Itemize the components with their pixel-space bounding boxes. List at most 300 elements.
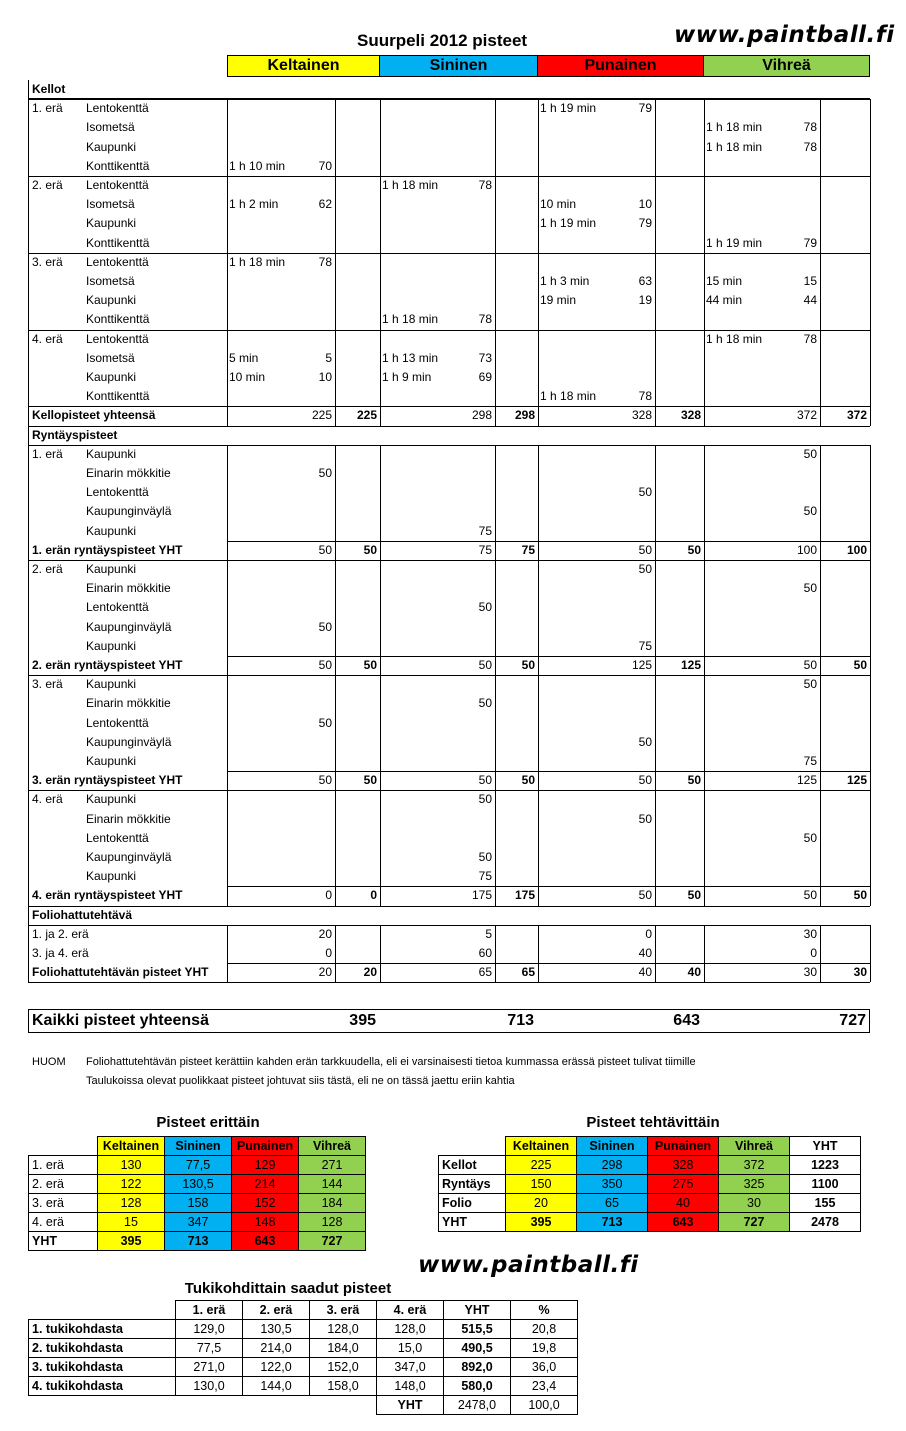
subtotal-total: 50 bbox=[363, 542, 377, 557]
table-cell: 77,5 bbox=[176, 1339, 243, 1358]
note-line-1: Foliohattutehtävän pisteet kerättiin kahden erän tarkkuudella, eli ei varsinaisesti tietoa kummassa erässä pisteet tulivat tiimille bbox=[86, 1056, 696, 1068]
points-value bbox=[704, 694, 817, 713]
time-value: 1 h 18 min bbox=[706, 331, 763, 346]
subtotal-value: 100 bbox=[796, 542, 817, 557]
points-value bbox=[227, 867, 332, 886]
points-value bbox=[227, 176, 332, 195]
grid-line bbox=[380, 925, 381, 983]
grid-line bbox=[227, 445, 228, 906]
table-cell: 130,5 bbox=[243, 1320, 310, 1339]
by-round-table bbox=[28, 1136, 366, 1251]
table-cell: 214,0 bbox=[243, 1339, 310, 1358]
points-value: 50 bbox=[478, 600, 492, 615]
table-row bbox=[29, 1175, 366, 1194]
subtotal-label: 1. erän ryntäyspisteet YHT bbox=[32, 542, 183, 557]
points-value bbox=[538, 157, 652, 176]
points-value: 70 bbox=[318, 158, 332, 173]
points-value bbox=[704, 733, 817, 752]
points-value bbox=[538, 445, 652, 464]
points-value bbox=[704, 848, 817, 867]
subtotal-value: 50 bbox=[318, 773, 332, 788]
points-value: 0 bbox=[810, 946, 817, 960]
time-value: 44 min bbox=[706, 293, 743, 308]
table-cell: 130,5 bbox=[165, 1175, 232, 1194]
time-value: 1 h 9 min bbox=[382, 370, 432, 384]
points-value bbox=[227, 272, 332, 291]
table-cell: 152 bbox=[232, 1194, 299, 1213]
table-row bbox=[439, 1156, 861, 1175]
points-value: 50 bbox=[318, 619, 332, 634]
empty-cell bbox=[310, 1396, 377, 1415]
location-label: Lentokenttä bbox=[86, 178, 149, 192]
points-value bbox=[227, 118, 332, 137]
subtotal-total: 50 bbox=[687, 888, 701, 903]
points-value: 50 bbox=[638, 811, 652, 826]
subtotal-total: 50 bbox=[521, 773, 535, 788]
page-title: Suurpeli 2012 pisteet bbox=[357, 31, 528, 50]
grid-line bbox=[704, 99, 705, 425]
points-value: 50 bbox=[318, 715, 332, 730]
grid-line bbox=[335, 445, 336, 906]
points-value: 0 bbox=[325, 946, 332, 960]
points-value: 5 bbox=[485, 926, 492, 941]
points-value: 50 bbox=[803, 446, 817, 461]
subtotal-value: 0 bbox=[325, 888, 332, 903]
round-label: 2. erä bbox=[32, 178, 63, 192]
points-value: 10 bbox=[318, 370, 332, 384]
points-value: 50 bbox=[478, 792, 492, 807]
time-value: 1 h 18 min bbox=[540, 389, 597, 404]
points-value bbox=[704, 464, 817, 483]
points-value bbox=[227, 579, 332, 598]
grid-line bbox=[28, 982, 870, 983]
subtotal-value: 75 bbox=[478, 542, 492, 557]
time-value: 5 min bbox=[229, 350, 259, 365]
points-value: 50 bbox=[803, 581, 817, 596]
grid-line bbox=[335, 99, 336, 425]
points-value bbox=[538, 349, 652, 368]
points-value bbox=[227, 445, 332, 464]
table-cell: 1223 bbox=[790, 1156, 861, 1175]
subtotal-total: 50 bbox=[687, 542, 701, 557]
points-value bbox=[380, 637, 492, 656]
subtotal-label: 3. erän ryntäyspisteet YHT bbox=[32, 773, 183, 788]
table-cell: 347 bbox=[165, 1213, 232, 1232]
subtotal-total: 50 bbox=[687, 773, 701, 788]
grid-line bbox=[380, 99, 381, 425]
points-value bbox=[538, 867, 652, 886]
points-value bbox=[380, 560, 492, 579]
grand-total-value: 713 bbox=[507, 1012, 534, 1029]
location-label: Lentokenttä bbox=[86, 101, 149, 116]
subtotal-total: 50 bbox=[853, 888, 867, 903]
location-label: Lentokenttä bbox=[86, 600, 149, 615]
location-label: Kaupunki bbox=[86, 638, 137, 653]
column-header: % bbox=[511, 1301, 578, 1320]
subtotal-total: 125 bbox=[846, 773, 867, 788]
points-value bbox=[538, 368, 652, 387]
points-value: 79 bbox=[638, 101, 652, 116]
points-value bbox=[704, 157, 817, 176]
points-value bbox=[380, 464, 492, 483]
table-cell: 19,8 bbox=[511, 1339, 578, 1358]
time-value: 1 h 18 min bbox=[382, 178, 439, 192]
points-value bbox=[380, 733, 492, 752]
table-cell: 275 bbox=[648, 1175, 719, 1194]
location-label: Kaupunki bbox=[86, 293, 137, 308]
table-cell: 128 bbox=[299, 1213, 366, 1232]
table-cell: 2. tukikohdasta bbox=[29, 1339, 176, 1358]
points-value bbox=[704, 618, 817, 637]
round-label: 3. erä bbox=[32, 254, 63, 269]
location-label: Kaupunginväylä bbox=[86, 850, 172, 864]
column-header: 4. erä bbox=[377, 1301, 444, 1320]
subtotal-total: 175 bbox=[514, 888, 535, 903]
location-label: Kaupunki bbox=[86, 139, 137, 154]
table-cell: 727 bbox=[299, 1232, 366, 1251]
table-cell: 128,0 bbox=[377, 1320, 444, 1339]
section-label: Ryntäyspisteet bbox=[32, 427, 118, 442]
points-value bbox=[227, 829, 332, 848]
points-value bbox=[704, 310, 817, 329]
table-cell: 36,0 bbox=[511, 1358, 578, 1377]
table-cell: 148 bbox=[232, 1213, 299, 1232]
points-value bbox=[704, 253, 817, 272]
table-cell: 155 bbox=[790, 1194, 861, 1213]
by-base-table bbox=[28, 1300, 578, 1415]
table-cell: 2478 bbox=[790, 1213, 861, 1232]
points-value: 50 bbox=[803, 830, 817, 845]
table-cell: 144,0 bbox=[243, 1377, 310, 1396]
table-row bbox=[29, 1156, 366, 1175]
table-cell: Folio bbox=[439, 1194, 506, 1213]
table-cell: 40 bbox=[648, 1194, 719, 1213]
points-value bbox=[380, 195, 492, 214]
points-value bbox=[704, 598, 817, 617]
points-value bbox=[227, 790, 332, 809]
location-label: Kaupunki bbox=[86, 446, 137, 461]
table-cell: 2. erä bbox=[29, 1175, 98, 1194]
time-value: 1 h 18 min bbox=[382, 312, 439, 327]
points-value bbox=[538, 176, 652, 195]
brand-logo-bottom: www.paintball.fi bbox=[418, 1252, 639, 1278]
points-value bbox=[380, 483, 492, 502]
points-value: 50 bbox=[318, 466, 332, 480]
points-value bbox=[538, 598, 652, 617]
points-value: 78 bbox=[478, 312, 492, 327]
points-value bbox=[538, 579, 652, 598]
points-value bbox=[227, 502, 332, 521]
points-value: 40 bbox=[638, 946, 652, 960]
points-value bbox=[704, 867, 817, 886]
location-label: Lentokenttä bbox=[86, 715, 149, 730]
section-total-value: 298 bbox=[471, 408, 492, 423]
section-total-value: 225 bbox=[311, 408, 332, 423]
subtotal-value: 30 bbox=[803, 965, 817, 980]
table-cell: 158 bbox=[165, 1194, 232, 1213]
points-value: 30 bbox=[803, 926, 817, 941]
points-value bbox=[704, 790, 817, 809]
points-value: 50 bbox=[803, 504, 817, 519]
points-value bbox=[538, 752, 652, 771]
section-total-label: Kellopisteet yhteensä bbox=[32, 408, 156, 423]
points-value: 50 bbox=[478, 696, 492, 711]
points-value bbox=[380, 272, 492, 291]
table-cell: 350 bbox=[577, 1175, 648, 1194]
points-value bbox=[380, 234, 492, 253]
grid-line bbox=[28, 80, 29, 426]
table-cell: YHT bbox=[29, 1232, 98, 1251]
table-cell: 130 bbox=[98, 1156, 165, 1175]
table-cell: 20 bbox=[506, 1194, 577, 1213]
location-label: Kaupunki bbox=[86, 869, 137, 884]
section-total-sum: 225 bbox=[356, 408, 377, 423]
points-value bbox=[227, 598, 332, 617]
table-cell: 77,5 bbox=[165, 1156, 232, 1175]
points-value: 78 bbox=[638, 389, 652, 404]
team-header-blue: Sininen bbox=[379, 55, 538, 77]
location-label: Isometsä bbox=[86, 274, 135, 288]
location-label: Einarin mökkitie bbox=[86, 581, 171, 596]
points-value bbox=[380, 330, 492, 349]
points-value bbox=[380, 502, 492, 521]
table-cell: 4. tukikohdasta bbox=[29, 1377, 176, 1396]
grid-line bbox=[820, 925, 821, 983]
points-value bbox=[538, 502, 652, 521]
grid-line bbox=[335, 925, 336, 983]
grid-line bbox=[538, 99, 539, 425]
grid-line bbox=[538, 925, 539, 983]
points-value: 78 bbox=[803, 139, 817, 154]
time-value: 1 h 19 min bbox=[706, 235, 763, 250]
points-value bbox=[380, 752, 492, 771]
table-cell: 580,0 bbox=[444, 1377, 511, 1396]
grid-line bbox=[227, 925, 228, 983]
table-cell: 20,8 bbox=[511, 1320, 578, 1339]
points-value bbox=[227, 675, 332, 694]
table-cell: 395 bbox=[98, 1232, 165, 1251]
team-header-red: Punainen bbox=[537, 55, 704, 77]
round-label: 1. ja 2. erä bbox=[32, 926, 89, 941]
subtotal-value: 50 bbox=[318, 658, 332, 672]
subtotal-total: 30 bbox=[853, 965, 867, 980]
points-value: 73 bbox=[478, 350, 492, 365]
table-cell: 130,0 bbox=[176, 1377, 243, 1396]
points-value bbox=[227, 99, 332, 118]
points-value: 79 bbox=[803, 235, 817, 250]
subtotal-total: 65 bbox=[521, 965, 535, 980]
points-value: 44 bbox=[803, 293, 817, 308]
points-value: 75 bbox=[638, 638, 652, 653]
points-value: 78 bbox=[478, 178, 492, 192]
column-header: Keltainen bbox=[98, 1137, 165, 1156]
points-value bbox=[704, 560, 817, 579]
points-value bbox=[704, 349, 817, 368]
subtotal-total: 50 bbox=[363, 658, 377, 672]
points-value bbox=[380, 579, 492, 598]
points-value bbox=[538, 675, 652, 694]
location-label: Lentokenttä bbox=[86, 254, 149, 269]
empty-cell bbox=[243, 1396, 310, 1415]
time-value: 1 h 10 min bbox=[229, 158, 286, 173]
location-label: Kaupunki bbox=[86, 216, 137, 231]
location-label: Kaupunki bbox=[86, 370, 137, 384]
grid-line bbox=[870, 445, 871, 906]
points-value: 69 bbox=[478, 370, 492, 384]
subtotal-label: 2. erän ryntäyspisteet YHT bbox=[32, 658, 183, 672]
points-value bbox=[227, 752, 332, 771]
points-value bbox=[704, 637, 817, 656]
subtotal-total: 50 bbox=[363, 773, 377, 788]
time-value: 1 h 18 min bbox=[706, 139, 763, 154]
points-value bbox=[538, 234, 652, 253]
subtotal-value: 50 bbox=[803, 888, 817, 903]
grid-line bbox=[655, 99, 656, 425]
time-value: 15 min bbox=[706, 274, 743, 288]
points-value: 63 bbox=[638, 274, 652, 288]
brand-logo-top: www.paintball.fi bbox=[674, 22, 895, 48]
points-value bbox=[380, 810, 492, 829]
location-label: Lentokenttä bbox=[86, 830, 149, 845]
grid-line bbox=[495, 925, 496, 983]
location-label: Kaupunki bbox=[86, 677, 137, 692]
grid-line bbox=[655, 925, 656, 983]
location-label: Konttikenttä bbox=[86, 389, 150, 404]
location-label: Kaupunki bbox=[86, 562, 137, 576]
grid-line bbox=[28, 426, 29, 906]
time-value: 10 min bbox=[229, 370, 266, 384]
points-value: 19 bbox=[638, 293, 652, 308]
time-value: 1 h 3 min bbox=[540, 274, 590, 288]
points-value bbox=[227, 234, 332, 253]
grid-line bbox=[870, 99, 871, 425]
points-value bbox=[380, 618, 492, 637]
table-row bbox=[439, 1194, 861, 1213]
table-cell: 347,0 bbox=[377, 1358, 444, 1377]
round-label: 4. erä bbox=[32, 792, 63, 807]
round-label: 3. ja 4. erä bbox=[32, 946, 89, 960]
grid-line bbox=[704, 445, 705, 906]
grid-line bbox=[28, 98, 870, 99]
table-cell: 129 bbox=[232, 1156, 299, 1175]
table-cell: 152,0 bbox=[310, 1358, 377, 1377]
subtotal-total: 125 bbox=[680, 658, 701, 672]
points-value: 20 bbox=[318, 926, 332, 941]
table-cell: 271,0 bbox=[176, 1358, 243, 1377]
note-line-2: Taulukoissa olevat puolikkaat pisteet johtuvat siis tästä, eli ne on tässä jaettu eriin kahtia bbox=[86, 1075, 515, 1087]
grand-total-value: 643 bbox=[673, 1012, 700, 1029]
points-value bbox=[380, 714, 492, 733]
table-cell: 713 bbox=[577, 1213, 648, 1232]
points-value bbox=[538, 694, 652, 713]
table-row bbox=[29, 1320, 578, 1339]
points-value bbox=[227, 291, 332, 310]
column-header bbox=[439, 1137, 506, 1156]
points-value: 50 bbox=[638, 734, 652, 749]
points-value: 78 bbox=[318, 254, 332, 269]
time-value: 10 min bbox=[540, 197, 577, 212]
table-cell: 395 bbox=[506, 1213, 577, 1232]
points-value bbox=[380, 118, 492, 137]
points-value: 79 bbox=[638, 216, 652, 231]
points-value: 50 bbox=[478, 850, 492, 864]
table-cell: Ryntäys bbox=[439, 1175, 506, 1194]
grand-total-value: 727 bbox=[839, 1012, 866, 1029]
grid-line bbox=[227, 99, 228, 425]
location-label: Konttikenttä bbox=[86, 158, 150, 173]
subtotal-total: 75 bbox=[521, 542, 535, 557]
grid-line bbox=[495, 445, 496, 906]
table-row bbox=[439, 1175, 861, 1194]
section-label: Kellot bbox=[32, 82, 66, 96]
points-value bbox=[704, 522, 817, 541]
points-value bbox=[704, 195, 817, 214]
location-label: Kaupunginväylä bbox=[86, 504, 172, 519]
points-value: 15 bbox=[803, 274, 817, 288]
table-row bbox=[29, 1339, 578, 1358]
points-value: 50 bbox=[803, 677, 817, 692]
column-header: 2. erä bbox=[243, 1301, 310, 1320]
total-cell: 100,0 bbox=[511, 1396, 578, 1415]
round-label: 4. erä bbox=[32, 331, 63, 346]
table-cell: 298 bbox=[577, 1156, 648, 1175]
by-round-title: Pisteet erittäin bbox=[156, 1114, 260, 1131]
section-total-sum: 372 bbox=[846, 408, 867, 423]
location-label: Kaupunginväylä bbox=[86, 619, 172, 634]
points-value bbox=[380, 445, 492, 464]
points-value bbox=[227, 733, 332, 752]
points-value bbox=[538, 310, 652, 329]
table-cell: 515,5 bbox=[444, 1320, 511, 1339]
points-value bbox=[227, 138, 332, 157]
points-value: 50 bbox=[638, 485, 652, 500]
round-label: 1. erä bbox=[32, 101, 63, 116]
grid-line bbox=[870, 925, 871, 983]
column-header bbox=[29, 1301, 176, 1320]
subtotal-value: 50 bbox=[478, 773, 492, 788]
points-value bbox=[380, 214, 492, 233]
empty-cell bbox=[29, 1396, 176, 1415]
column-header: Sininen bbox=[577, 1137, 648, 1156]
subtotal-value: 50 bbox=[318, 542, 332, 557]
subtotal-value: 50 bbox=[638, 773, 652, 788]
table-cell: Kellot bbox=[439, 1156, 506, 1175]
table-cell: 4. erä bbox=[29, 1213, 98, 1232]
grid-line bbox=[820, 99, 821, 425]
table-cell: 15,0 bbox=[377, 1339, 444, 1358]
table-cell: 727 bbox=[719, 1213, 790, 1232]
grand-total-value: 395 bbox=[349, 1012, 376, 1029]
subtotal-total: 0 bbox=[370, 888, 377, 903]
points-value bbox=[227, 560, 332, 579]
location-label: Kaupunki bbox=[86, 523, 137, 538]
column-header: Vihreä bbox=[299, 1137, 366, 1156]
subtotal-total: 40 bbox=[687, 965, 701, 980]
points-value bbox=[380, 157, 492, 176]
time-value: 19 min bbox=[540, 293, 577, 308]
table-cell: 129,0 bbox=[176, 1320, 243, 1339]
location-label: Kaupunki bbox=[86, 792, 137, 807]
table-cell: 15 bbox=[98, 1213, 165, 1232]
column-header bbox=[29, 1137, 98, 1156]
points-value bbox=[538, 522, 652, 541]
column-header: YHT bbox=[790, 1137, 861, 1156]
points-value bbox=[538, 829, 652, 848]
section-total-sum: 298 bbox=[514, 408, 535, 423]
table-cell: 372 bbox=[719, 1156, 790, 1175]
subtotal-value: 50 bbox=[478, 658, 492, 672]
subtotal-value: 125 bbox=[631, 658, 652, 672]
